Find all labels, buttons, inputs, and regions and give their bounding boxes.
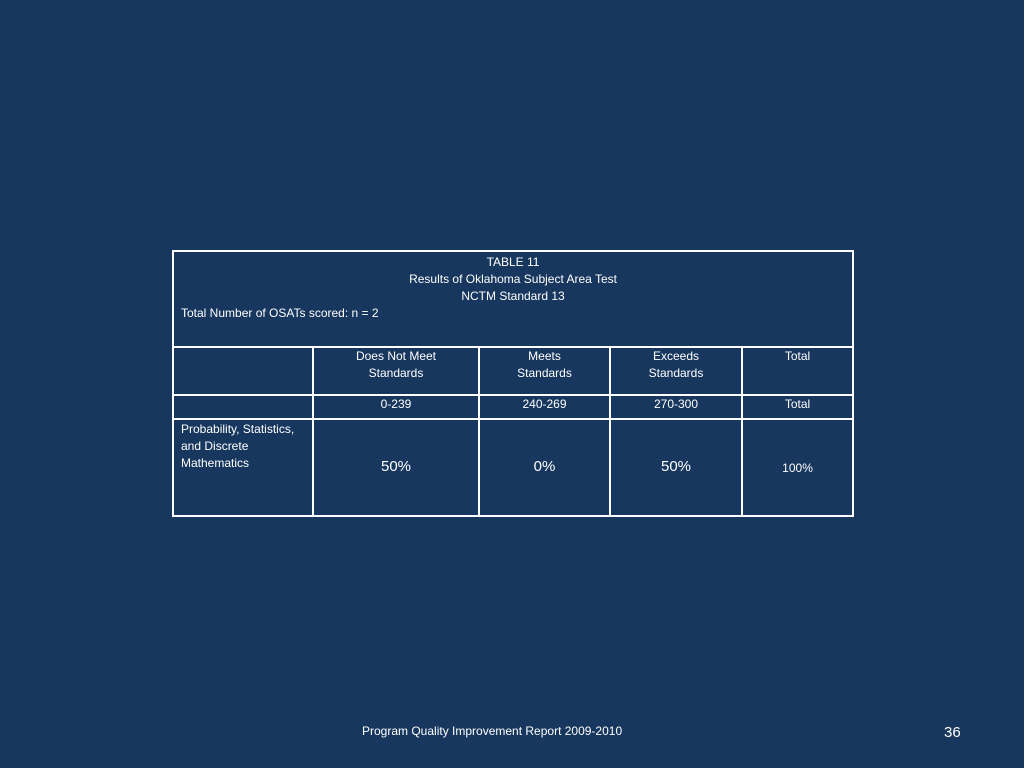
- header-exceeds: [610, 347, 742, 395]
- caption-row: [173, 251, 853, 347]
- footer-text: Program Quality Improvement Report 2009-2010: [362, 724, 623, 738]
- row-label-line: and Discrete: [181, 439, 249, 453]
- header-label-line: Exceeds: [652, 349, 700, 363]
- header-label-line: Does Not Meet: [355, 349, 437, 363]
- header-label-line: Total: [784, 349, 811, 363]
- header-label-line: Meets: [528, 349, 561, 363]
- value-cell: [479, 419, 610, 516]
- value-cell: [313, 419, 479, 516]
- range-cell: 0-239: [313, 395, 479, 419]
- table-caption: [174, 252, 852, 305]
- results-table: [172, 250, 854, 517]
- percent-value: 50%: [660, 458, 692, 475]
- row-label-line: Mathematics: [181, 456, 250, 470]
- sample-size-note: Total Number of OSATs scored: n = 2: [181, 306, 379, 320]
- range-cell: 270-300: [610, 395, 742, 419]
- row-label-line: Probability, Statistics,: [181, 422, 295, 436]
- header-label-line: Standards: [517, 366, 572, 380]
- header-does-not-meet: [313, 347, 479, 395]
- row-label: [173, 419, 313, 516]
- header-label-line: Standards: [368, 366, 424, 380]
- header-empty-cell: [173, 347, 313, 395]
- range-empty-cell: [173, 395, 313, 419]
- percent-total: 100%: [782, 461, 813, 475]
- header-label-line: Standards: [648, 366, 704, 380]
- header-total: [742, 347, 853, 395]
- page-number: 36: [944, 724, 961, 741]
- table-subtitle: NCTM Standard 13: [461, 289, 565, 303]
- range-row: [173, 395, 853, 419]
- caption-cell: [173, 251, 853, 347]
- value-cell: [742, 419, 853, 516]
- percent-value: 50%: [380, 458, 412, 475]
- table-row: [173, 419, 853, 516]
- range-cell: Total: [742, 395, 853, 419]
- table-number: TABLE 11: [486, 255, 540, 269]
- header-meets: [479, 347, 610, 395]
- table-title: Results of Oklahoma Subject Area Test: [409, 272, 617, 286]
- header-row: [173, 347, 853, 395]
- value-cell: [610, 419, 742, 516]
- range-cell: 240-269: [479, 395, 610, 419]
- percent-value: 0%: [533, 458, 556, 475]
